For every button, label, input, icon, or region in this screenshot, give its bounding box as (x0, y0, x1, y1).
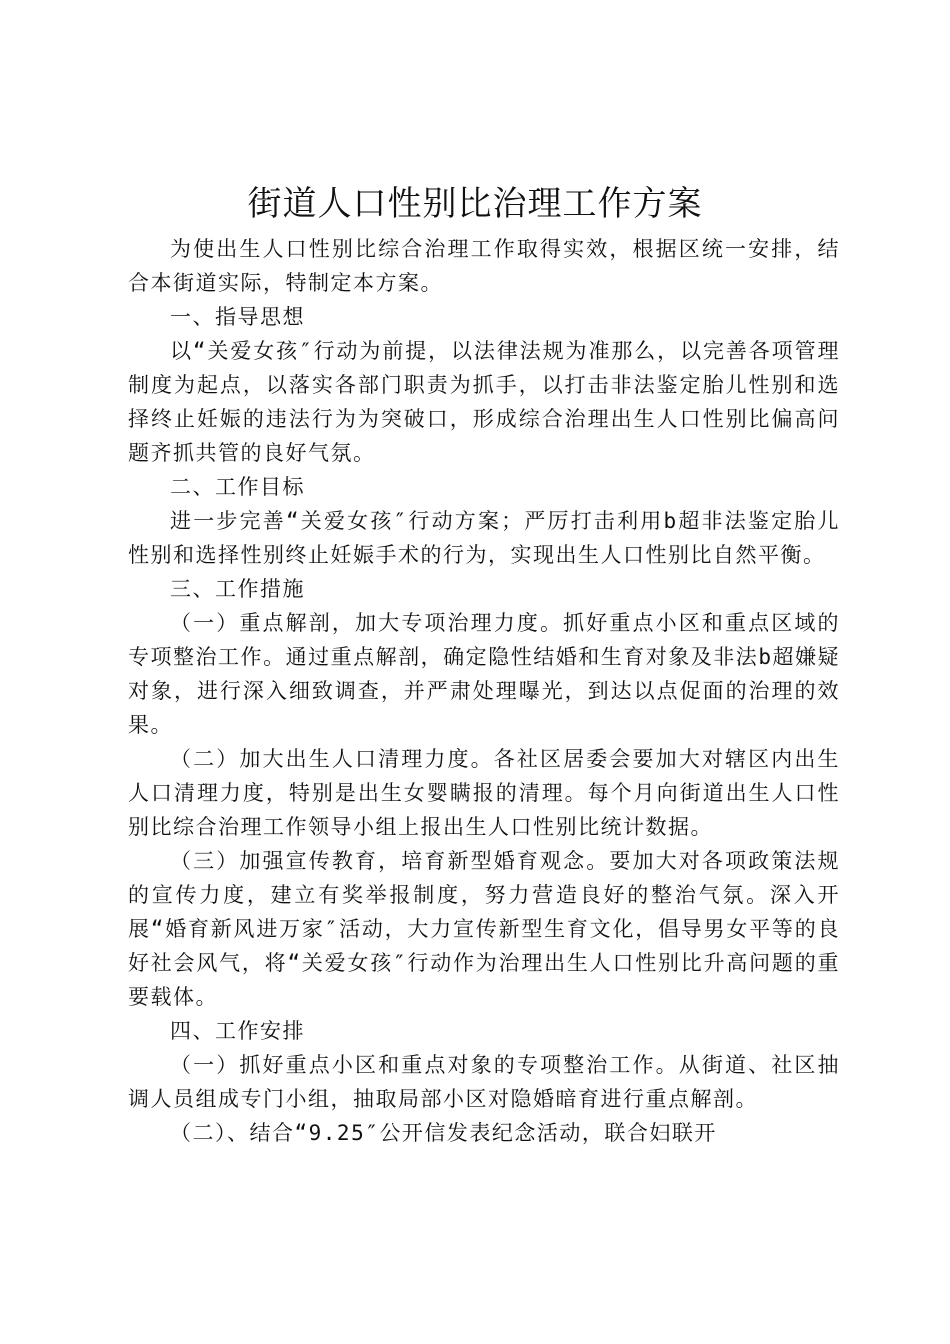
guiding-ideology-paragraph: 以“关爱女孩″行动为前提，以法律法规为准那么，以完善各项管理制度为起点，以落实各部门职责为抓手，以打击非法鉴定胎儿性别和选择终止妊娠的违法行为为突破口，形成综合治理出生人口性别比偏高问题齐抓共管的良好气氛。 (128, 339, 840, 465)
measure-3-paragraph: （三）加强宣传教育，培育新型婚育观念。要加大对各项政策法规的宣传力度，建立有奖举报制度，努力营造良好的整治气氛。深入开展“婚育新风进万家″活动，大力宣传新型生育文化，倡导男女平等的良好社会风气，将“关爱女孩″行动作为治理出生人口性别比升高问题的重要载体。 (128, 849, 840, 1009)
work-goals-paragraph: 进一步完善“关爱女孩″行动方案；严厉打击利用b超非法鉴定胎儿性别和选择性别终止妊娠手术的行为，实现出生人口性别比自然平衡。 (128, 509, 840, 567)
section-heading-work-arrangements: 四、工作安排 (170, 1019, 305, 1043)
document-body (128, 232, 840, 1150)
arrangement-1-paragraph: （一）抓好重点小区和重点对象的专项整治工作。从街道、社区抽调人员组成专门小组，抽取局部小区对隐婚暗育进行重点解剖。 (128, 1053, 840, 1111)
section-heading-guiding-ideology: 一、指导思想 (170, 305, 305, 329)
section-heading-work-goals: 二、工作目标 (170, 475, 305, 499)
measure-1-paragraph: （一）重点解剖，加大专项治理力度。抓好重点小区和重点区域的专项整治工作。通过重点解剖，确定隐性结婚和生育对象及非法b超嫌疑对象，进行深入细致调查，并严肃处理曝光，到达以点促面的治理的效果。 (128, 611, 840, 737)
arrangement-2-paragraph: （二）、结合“9.25″公开信发表纪念活动，联合妇联开 (170, 1121, 717, 1145)
intro-paragraph: 为使出生人口性别比综合治理工作取得实效，根据区统一安排，结合本街道实际，特制定本方案。 (128, 237, 840, 295)
section-heading-work-measures: 三、工作措施 (170, 577, 305, 601)
measure-2-paragraph: （二）加大出生人口清理力度。各社区居委会要加大对辖区内出生人口清理力度，特别是出生女婴瞒报的清理。每个月向街道出生人口性别比综合治理工作领导小组上报出生人口性别比统计数据。 (128, 747, 840, 839)
document-title: 街道人口性别比治理工作方案 (247, 184, 703, 224)
